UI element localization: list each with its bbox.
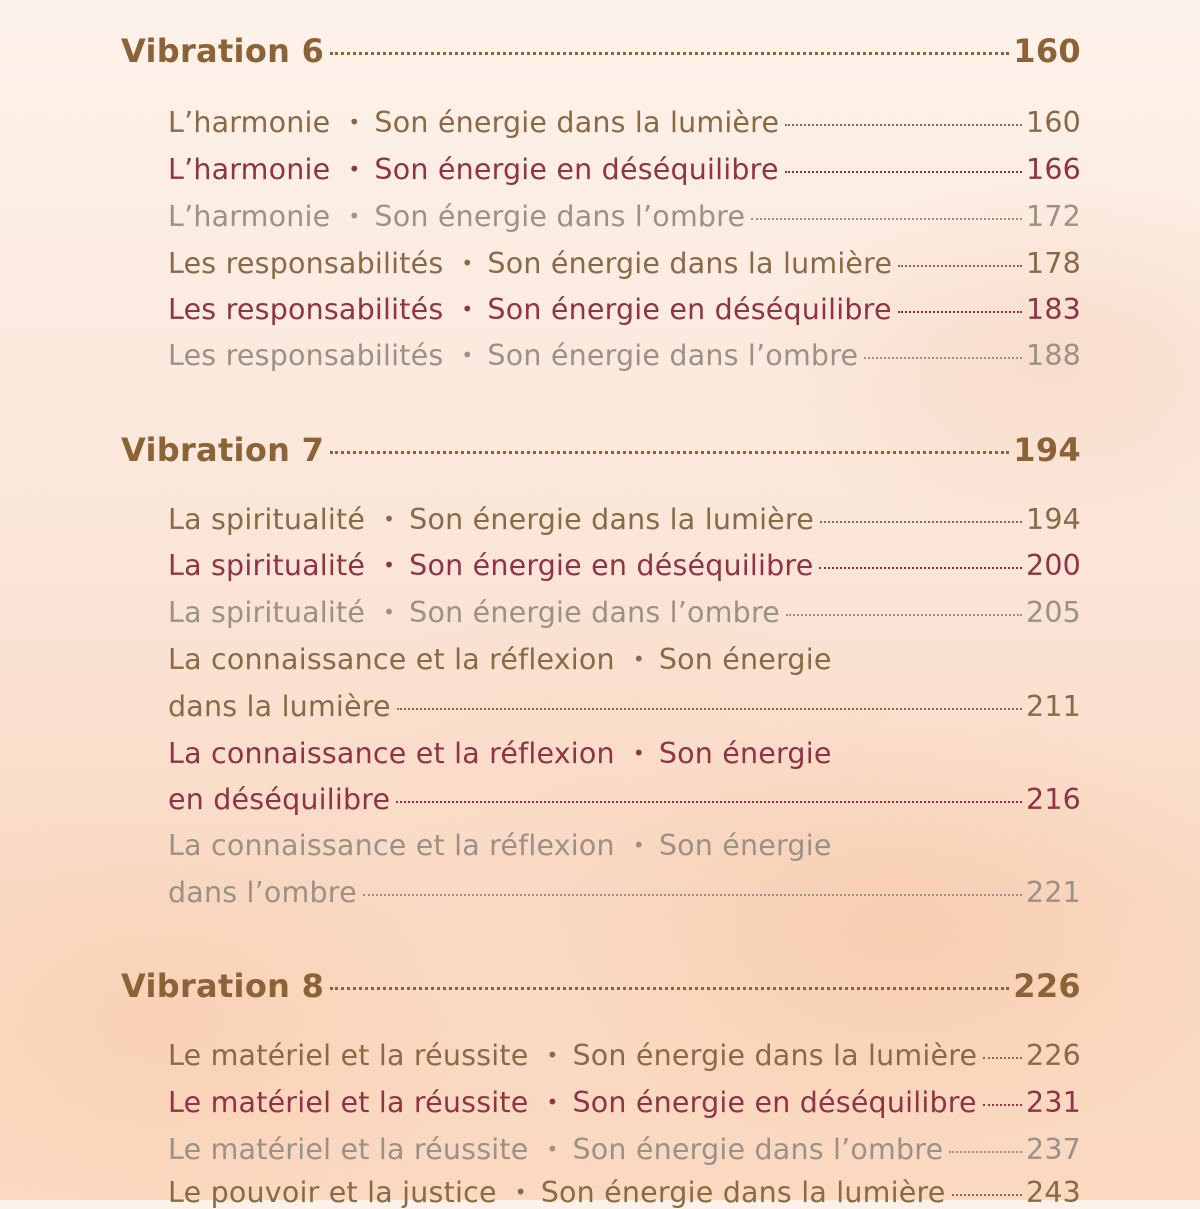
entry-theme: Les responsabilités (168, 247, 444, 280)
entry-theme: L’harmonie (168, 106, 331, 139)
dot-leader (864, 357, 1022, 359)
entry-aspect: Son énergie dans la lumière (374, 106, 780, 139)
dot-leader (898, 311, 1022, 313)
section-heading-vibration-6[interactable] (121, 32, 1081, 70)
toc-entry[interactable] (168, 106, 1081, 139)
bullet-icon: • (461, 251, 474, 275)
bullet-icon: • (632, 647, 645, 671)
entry-page: 211 (1026, 690, 1081, 723)
dot-leader (330, 987, 1009, 990)
dot-leader (397, 708, 1022, 710)
bullet-icon: • (383, 507, 396, 531)
entry-theme: Le matériel et la réussite (168, 1133, 529, 1166)
bullet-icon: • (632, 741, 645, 765)
toc-entry[interactable] (168, 200, 1081, 233)
toc-entry[interactable] (168, 339, 1081, 372)
section-heading-page: 226 (1013, 967, 1081, 1005)
entry-aspect: Son énergie (658, 643, 832, 676)
toc-entry[interactable] (168, 1086, 1081, 1119)
toc-entry[interactable] (168, 153, 1081, 186)
entry-aspect: Son énergie dans l’ombre (487, 339, 859, 372)
entry-aspect: Son énergie dans la lumière (572, 1039, 978, 1072)
dot-leader (330, 52, 1009, 55)
entry-page: 160 (1026, 106, 1081, 139)
entry-aspect: Son énergie (658, 737, 832, 770)
entry-page: 172 (1026, 200, 1081, 233)
toc-entry[interactable] (168, 503, 1081, 536)
entry-theme: Les responsabilités (168, 293, 444, 326)
toc-entry-continuation[interactable] (168, 783, 1081, 816)
entry-page: 243 (1026, 1176, 1081, 1209)
entry-theme: La connaissance et la réflexion (168, 737, 615, 770)
entry-theme: Le matériel et la réussite (168, 1086, 529, 1119)
entry-theme: La connaissance et la réflexion (168, 829, 615, 862)
entry-aspect: Son énergie dans l’ombre (374, 200, 746, 233)
toc-entry[interactable] (168, 247, 1081, 280)
entry-page: 188 (1026, 339, 1081, 372)
toc-entry[interactable] (168, 737, 1081, 770)
bullet-icon: • (632, 833, 645, 857)
entry-aspect-continuation: en déséquilibre (168, 783, 391, 816)
entry-theme: La spiritualité (168, 596, 366, 629)
entry-theme: Les responsabilités (168, 339, 444, 372)
entry-aspect: Son énergie en déséquilibre (572, 1086, 977, 1119)
entry-page: 221 (1026, 876, 1081, 909)
toc-entry[interactable] (168, 1039, 1081, 1072)
entry-theme: Le matériel et la réussite (168, 1039, 529, 1072)
entry-aspect: Son énergie dans la lumière (540, 1176, 946, 1209)
dot-leader (785, 171, 1022, 173)
bullet-icon: • (348, 157, 361, 181)
bullet-icon: • (348, 110, 361, 134)
entry-theme: La spiritualité (168, 549, 366, 582)
entry-aspect: Son énergie en déséquilibre (374, 153, 779, 186)
entry-theme: L’harmonie (168, 153, 331, 186)
entry-aspect: Son énergie dans l’ombre (409, 596, 780, 629)
dot-leader (949, 1151, 1022, 1153)
dot-leader (983, 1104, 1022, 1106)
section-heading-label: Vibration 7 (121, 431, 325, 469)
entry-page: 166 (1026, 153, 1081, 186)
entry-theme: La spiritualité (168, 503, 366, 536)
entry-aspect-continuation: dans la lumière (168, 690, 391, 723)
entry-page: 200 (1026, 549, 1081, 582)
entry-page: 226 (1026, 1039, 1081, 1072)
toc-entry-continuation[interactable] (168, 876, 1081, 909)
section-heading-label: Vibration 8 (121, 967, 325, 1005)
dot-leader (785, 124, 1022, 126)
entry-page: 231 (1026, 1086, 1081, 1119)
bullet-icon: • (546, 1043, 559, 1067)
entry-theme: La connaissance et la réflexion (168, 643, 615, 676)
toc-entry[interactable] (168, 596, 1081, 629)
toc-entry[interactable] (168, 549, 1081, 582)
toc-entry[interactable] (168, 829, 1081, 862)
toc-entry[interactable] (168, 293, 1081, 326)
entry-aspect: Son énergie en déséquilibre (409, 549, 814, 582)
entry-page: 183 (1026, 293, 1081, 326)
section-heading-page: 160 (1013, 32, 1081, 70)
entry-aspect-continuation: dans l’ombre (168, 876, 357, 909)
entry-theme: Le pouvoir et la justice (168, 1176, 497, 1209)
dot-leader (898, 265, 1022, 267)
entry-aspect: Son énergie dans la lumière (409, 503, 814, 536)
dot-leader (363, 894, 1022, 896)
dot-leader (983, 1057, 1022, 1059)
entry-aspect: Son énergie (658, 829, 832, 862)
dot-leader (330, 451, 1009, 454)
bullet-icon: • (514, 1180, 527, 1204)
entry-page: 178 (1026, 247, 1081, 280)
toc-entry-continuation[interactable] (168, 690, 1081, 723)
entry-page: 237 (1026, 1133, 1081, 1166)
bullet-icon: • (461, 343, 474, 367)
dot-leader (786, 614, 1022, 616)
section-heading-vibration-7[interactable] (121, 431, 1081, 469)
bullet-icon: • (546, 1090, 559, 1114)
dot-leader (819, 567, 1022, 569)
dot-leader (820, 521, 1022, 523)
toc-entry[interactable] (168, 1133, 1081, 1166)
dot-leader (952, 1194, 1023, 1196)
toc-entry[interactable] (168, 643, 1081, 676)
toc-entry[interactable] (168, 1176, 1081, 1209)
entry-page: 194 (1026, 503, 1081, 536)
section-heading-vibration-8[interactable] (121, 967, 1081, 1005)
dot-leader (751, 218, 1022, 220)
dot-leader (396, 801, 1022, 803)
bullet-icon: • (383, 600, 396, 624)
bullet-icon: • (348, 204, 361, 228)
entry-aspect: Son énergie en déséquilibre (487, 293, 892, 326)
section-heading-page: 194 (1013, 431, 1081, 469)
entry-page: 216 (1026, 783, 1081, 816)
bullet-icon: • (383, 553, 396, 577)
section-heading-label: Vibration 6 (121, 32, 325, 70)
bullet-icon: • (546, 1137, 559, 1161)
entry-aspect: Son énergie dans l’ombre (572, 1133, 944, 1166)
entry-theme: L’harmonie (168, 200, 331, 233)
entry-page: 205 (1026, 596, 1081, 629)
bullet-icon: • (461, 297, 474, 321)
entry-aspect: Son énergie dans la lumière (487, 247, 893, 280)
